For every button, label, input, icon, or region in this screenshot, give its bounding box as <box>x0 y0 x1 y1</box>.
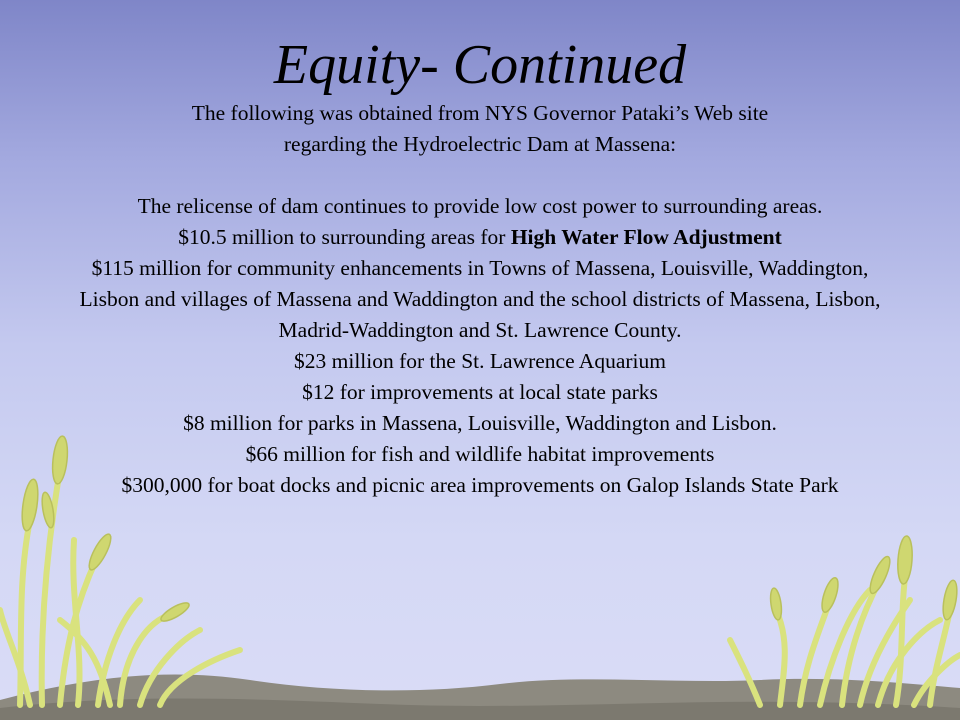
item-community: $115 million for community enhancements in Towns of Massena, Louisville, Waddington, Lisbon and villages of Massena and Waddington and the school districts of Massena, Lisbon, Madrid-Waddington and St. Lawrence County. <box>79 256 881 342</box>
item-state-parks: $12 for improvements at local state parks <box>302 380 658 404</box>
item-aquarium: $23 million for the St. Lawrence Aquarium <box>294 349 666 373</box>
item-galop-islands: $300,000 for boat docks and picnic area improvements on Galop Islands State Park <box>121 473 839 497</box>
slide-title: Equity- Continued <box>273 34 687 96</box>
flow-prefix: $10.5 million to surrounding areas for <box>178 225 511 249</box>
flow-adjustment-line <box>74 222 886 253</box>
item-local-parks: $8 million for parks in Massena, Louisville, Waddington and Lisbon. <box>183 411 777 435</box>
spacer <box>74 160 886 191</box>
item-fish-wildlife: $66 million for fish and wildlife habitat improvements <box>245 442 715 466</box>
intro-line-1: The following was obtained from NYS Governor Pataki’s Web site <box>191 101 769 125</box>
flow-bold-text: High Water Flow Adjustment <box>510 225 782 249</box>
slide-body <box>74 98 886 501</box>
relicense-text: The relicense of dam continues to provide low cost power to surrounding areas. <box>137 194 823 218</box>
intro-line-2: regarding the Hydroelectric Dam at Massena: <box>283 132 677 156</box>
